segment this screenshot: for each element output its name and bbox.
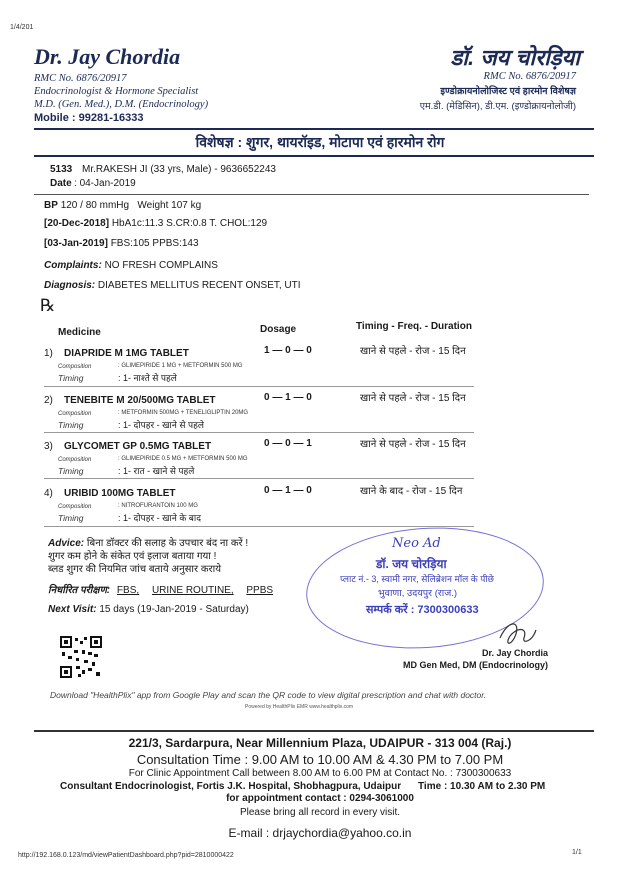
test-urine: URINE ROUTINE,	[151, 585, 234, 596]
doctor-name-en: Dr. Jay Chordia	[34, 44, 181, 69]
visit-date: 04-Jan-2019	[79, 178, 136, 189]
med1-timing-label: Timing	[58, 373, 84, 383]
rmc-hi: RMC No. 6876/20917	[483, 71, 576, 82]
footer-consultation: Consultation Time : 9.00 AM to 10.00 AM & 4.30 PM to 7.00 PM	[136, 752, 504, 767]
powered-by: Powered by HealthPlix EMR www.healthplix.com	[245, 704, 354, 710]
header-dosage: Dosage	[260, 324, 297, 335]
labs2-values: FBS:105 PPBS:143	[110, 238, 199, 249]
med3-comp-label: Composition	[58, 457, 92, 463]
signoff-degrees: MD Gen Med, DM (Endocrinology)	[403, 660, 548, 670]
degrees-hi: एम.डी. (मेडिसिन), डी.एम. (इण्डोक्रायनोलोजी)	[419, 101, 576, 112]
stamp-name: डॉ. जय चोरड़िया	[376, 557, 447, 571]
header-divider-bottom	[34, 155, 594, 157]
bp-value: 120 / 80 mmHg	[60, 200, 130, 211]
footer-clinic-appt: For Clinic Appointment Call between 8.00 AM to 6.00 PM at Contact No. : 7300300633	[128, 768, 512, 779]
med4-dosage: 0 — 1 — 0	[264, 485, 312, 496]
med2-composition: : METFORMIN 500MG + TENELIGLIPTIN 20MG	[118, 410, 249, 416]
footer-consultant-time: Time : 10.30 AM to 2.30 PM	[418, 781, 546, 792]
med1-freq: खाने से पहले - रोज - 15 दिन	[360, 346, 466, 357]
med1-name: DIAPRIDE M 1MG TABLET	[64, 348, 189, 359]
med2-timing-label: Timing	[58, 420, 84, 430]
med1-number: 1)	[44, 348, 53, 359]
next-visit-value: 15 days (19-Jan-2019 - Saturday)	[99, 604, 249, 615]
rmc-en: RMC No. 6876/20917	[34, 73, 127, 84]
doctor-signature	[494, 616, 540, 650]
mobile-number: Mobile : 99281-16333	[34, 112, 144, 124]
stamp-signature: Neo Ad	[392, 536, 441, 551]
page-marker: 1/4/201	[10, 24, 34, 31]
specialty-banner: विशेषज्ञ : शुगर, थायरॉइड, मोटापा एवं हारमोन रोग	[195, 134, 445, 150]
footer-divider	[34, 730, 594, 732]
labs2-date: [03-Jan-2019]	[44, 238, 108, 249]
complaints-label: Complaints:	[44, 260, 102, 271]
signoff-name: Dr. Jay Chordia	[481, 648, 548, 658]
med4-freq: खाने के बाद - रोज - 15 दिन	[360, 486, 463, 497]
patient-divider	[34, 194, 589, 195]
advice-line2: शुगर कम होने के संकेत एवं इलाज बताया गया !	[48, 551, 217, 562]
med4-divider	[44, 526, 474, 527]
header-medicine: Medicine	[58, 327, 101, 338]
qr-code[interactable]	[60, 636, 102, 678]
stamp-contact: सम्पर्क करें : 7300300633	[366, 604, 479, 616]
footer-url: http://192.168.0.123/md/viewPatientDashboard.php?pid=2810000422	[18, 852, 234, 859]
med3-freq: खाने से पहले - रोज - 15 दिन	[360, 439, 466, 450]
patient-name: Mr.RAKESH JI (33 yrs, Male) - 9636652243	[82, 164, 276, 175]
med1-composition: : GLIMEPIRIDE 1 MG + METFORMIN 500 MG	[118, 363, 243, 369]
med4-name: URIBID 100MG TABLET	[64, 488, 176, 499]
bp-label: BP	[44, 200, 58, 211]
labs1-values: HbA1c:11.3 S.CR:0.8 T. CHOL:129	[111, 218, 268, 229]
tests-label: निर्धारित परीक्षण:	[48, 585, 111, 596]
footer-address: 221/3, Sardarpura, Near Millennium Plaza, UDAIPUR - 313 004 (Raj.)	[128, 736, 512, 750]
labs1-date: [20-Dec-2018]	[44, 218, 110, 229]
med3-timing-label: Timing	[58, 466, 84, 476]
specialty-hi: इण्डोक्रायनोलोजिस्ट एवं हारमोन विशेषज्ञ	[440, 86, 576, 97]
med1-divider	[44, 386, 474, 387]
specialty-en: Endocrinologist & Hormone Specialist	[34, 86, 199, 97]
patient-id: 5133	[50, 164, 73, 175]
med3-name: GLYCOMET GP 0.5MG TABLET	[64, 441, 212, 452]
med3-dosage: 0 — 0 — 1	[264, 438, 312, 449]
med2-timing: : 1- दोपहर - खाने से पहले	[118, 420, 204, 430]
next-visit-label: Next Visit:	[48, 604, 97, 615]
diagnosis-label: Diagnosis:	[44, 280, 96, 291]
med4-comp-label: Composition	[58, 504, 92, 510]
stamp-address1: प्लाट नं.- 3, स्वामी नगर, सेलिब्रेशन मॉल के पीछे	[340, 574, 494, 584]
med4-timing: : 1- दोपहर - खाने के बाद	[118, 513, 202, 523]
degrees-en: M.D. (Gen. Med.), D.M. (Endocrinology)	[34, 99, 209, 110]
doctor-name-hi: डॉ. जय चोरड़िया	[450, 45, 580, 70]
med2-name: TENEBITE M 20/500MG TABLET	[64, 395, 216, 406]
med4-number: 4)	[44, 488, 53, 499]
date-label: Date	[50, 178, 72, 189]
med3-composition: : GLIMEPIRIDE 0.5 MG + METFORMIN 500 MG	[118, 456, 248, 462]
download-note: Download "HealthPlix" app from Google Play and scan the QR code to view digital prescription and chat with doctor.	[50, 690, 487, 700]
diagnosis-value: DIABETES MELLITUS RECENT ONSET, UTI	[97, 280, 301, 291]
med1-timing: : 1- नाश्ते से पहले	[118, 373, 177, 383]
footer-appt-contact: for appointment contact : 0294-3061000	[226, 793, 414, 804]
advice-line1: बिना डॉक्टर की सलाह के उपचार बंद ना करें !	[86, 538, 249, 549]
footer-consultant: Consultant Endocrinologist, Fortis J.K. Hospital, Shobhagpura, Udaipur	[60, 781, 402, 792]
complaints-value: NO FRESH COMPLAINS	[104, 260, 218, 271]
med2-dosage: 0 — 1 — 0	[264, 392, 312, 403]
med3-divider	[44, 478, 474, 479]
med2-comp-label: Composition	[58, 411, 92, 417]
footer-records: Please bring all record in every visit.	[239, 807, 401, 818]
test-ppbs: PPBS	[246, 585, 274, 596]
stamp-address2: भुवाणा, उदयपुर (राज.)	[378, 588, 458, 599]
med2-number: 2)	[44, 395, 53, 406]
test-fbs: FBS,	[116, 585, 140, 596]
header-divider-top	[34, 128, 594, 130]
med2-divider	[44, 432, 474, 433]
med3-timing: : 1- रात - खाने से पहले	[118, 466, 195, 476]
advice-line3: ब्लड शुगर की नियमित जांच बताये अनुसार कराये	[48, 564, 221, 575]
med4-composition: : NITROFURANTOIN 100 MG	[118, 503, 198, 509]
med3-number: 3)	[44, 441, 53, 452]
med2-freq: खाने से पहले - रोज - 15 दिन	[360, 393, 466, 404]
footer-email[interactable]: E-mail : drjaychordia@yahoo.co.in	[228, 826, 412, 840]
med4-timing-label: Timing	[58, 513, 84, 523]
header-timing: Timing - Freq. - Duration	[356, 321, 472, 332]
rx-symbol: ℞	[40, 296, 56, 316]
advice-label: Advice:	[48, 538, 85, 549]
med1-dosage: 1 — 0 — 0	[264, 345, 312, 356]
weight-value: Weight 107 kg	[137, 200, 202, 211]
page-of: 1/1	[572, 849, 582, 856]
med1-comp-label: Composition	[58, 364, 92, 370]
